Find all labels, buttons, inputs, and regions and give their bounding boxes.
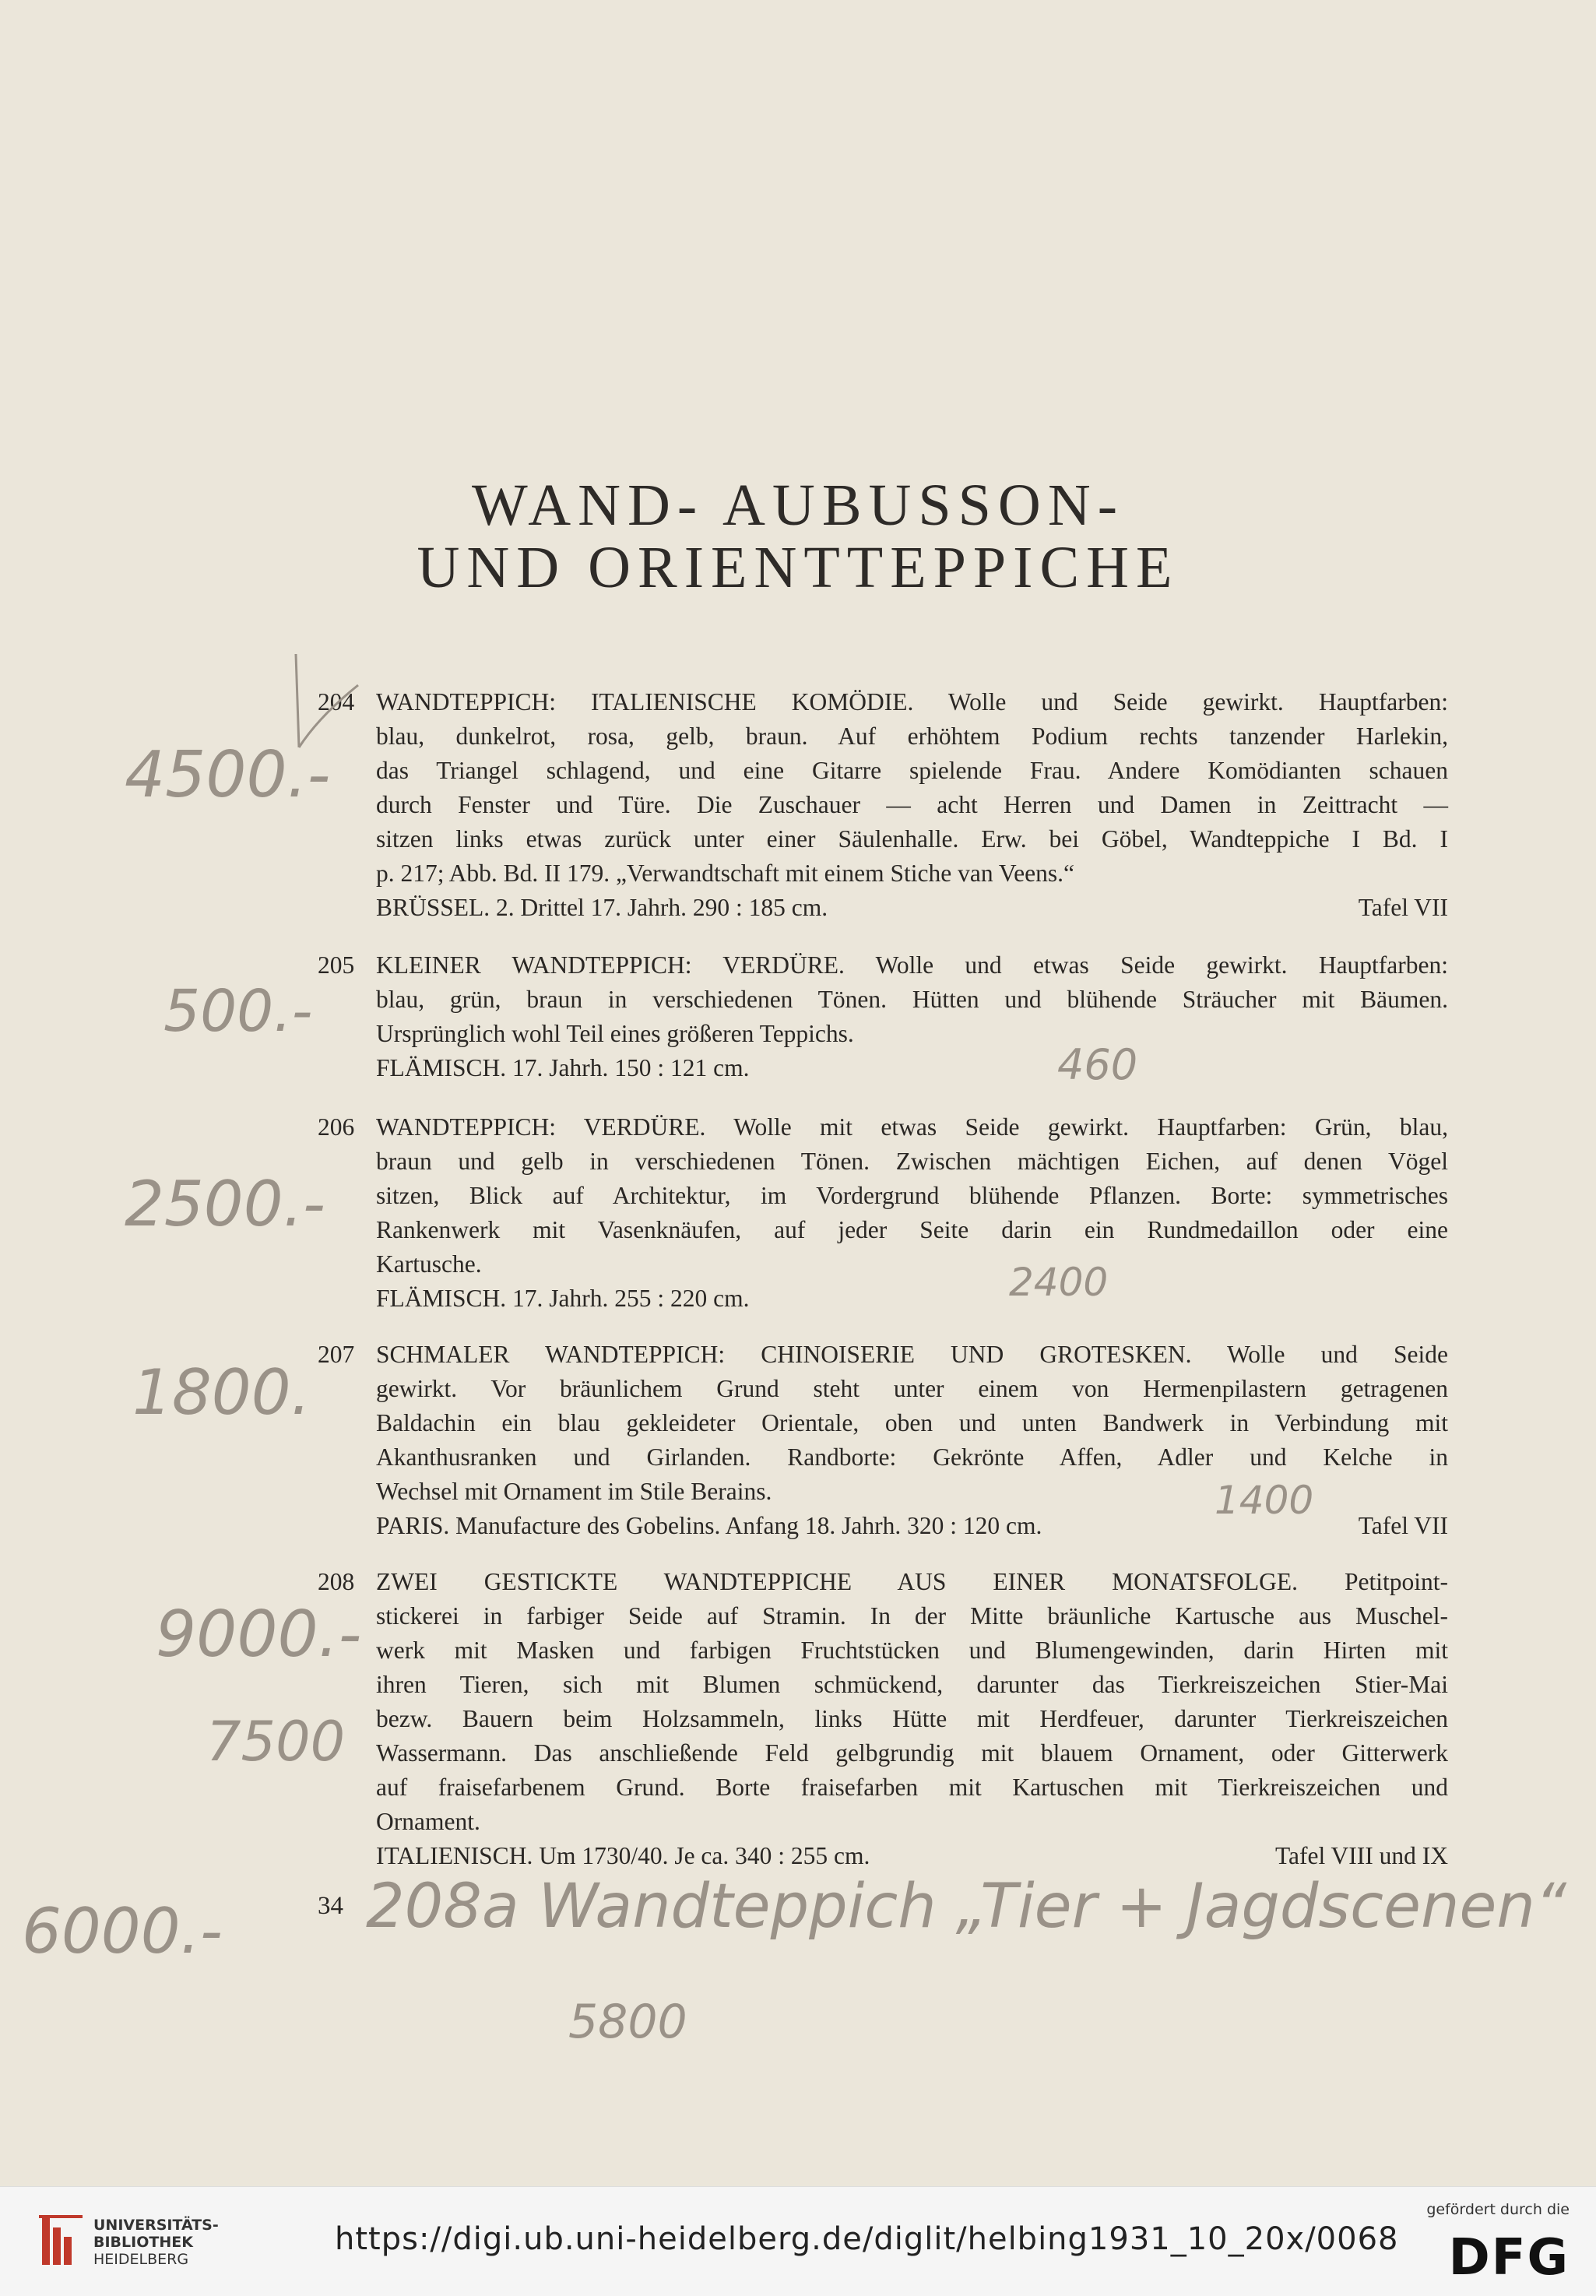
handwritten-note: 5800	[568, 1995, 687, 2049]
entry-text-line: Ursprünglich wohl Teil eines größeren Teppichs.	[376, 1020, 854, 1047]
entry-text-line: braun und gelb in verschiedenen Tönen. Zwischen mächtigen Eichen, auf denen Vögel	[376, 1148, 1448, 1175]
handwritten-price: 9000.-	[156, 1598, 362, 1672]
section-title-line-2: UND ORIENTTEPPICHE	[417, 535, 1179, 600]
entry-text-line: Kartusche.	[376, 1250, 482, 1278]
funding-label: gefördert durch die	[1426, 2201, 1570, 2218]
library-name: UNIVERSITÄTS- BIBLIOTHEK HEIDELBERG	[93, 2217, 219, 2268]
entry-text-line: sitzen, Blick auf Architektur, im Vordergrund blühende Pflanzen. Borte: symmetrisches	[376, 1182, 1448, 1209]
lot-number: 208	[318, 1568, 355, 1595]
handwritten-note: 460	[1057, 1040, 1138, 1089]
plate-reference: Tafel VII	[1358, 894, 1448, 921]
handwritten-price: 2500.-	[125, 1168, 325, 1240]
plate-reference: Tafel VIII und IX	[1274, 1842, 1448, 1869]
entry-text-line: stickerei in farbiger Seide auf Stramin. In der Mitte bräunliche Kartusche aus Muschel-	[376, 1602, 1448, 1630]
handwritten-price: 500.-	[163, 978, 313, 1045]
entry-text-line: WANDTEPPICH: ITALIENISCHE KOMÖDIE. Wolle und Seide gewirkt. Hauptfarben:	[376, 688, 1448, 716]
lot-number: 205	[318, 951, 355, 979]
handwritten-price: 4500.-	[125, 738, 331, 812]
entry-text-line: das Triangel schlagend, und eine Gitarre spielende Frau. Andere Komödianten schauen	[376, 757, 1448, 784]
entry-text-line: Akanthusranken und Girlanden. Randborte: Gekrönte Affen, Adler und Kelche in	[376, 1443, 1448, 1471]
handwritten-price: 6000.-	[22, 1895, 223, 1967]
lot-number: 204	[318, 688, 355, 716]
entry-text-line: bezw. Bauern beim Holzsammeln, links Hütte mit Herdfeuer, darunter Tierkreiszeichen	[376, 1705, 1448, 1732]
entry-text-line: durch Fenster und Türe. Die Zuschauer — acht Herren und Damen in Zeittracht —	[376, 791, 1448, 818]
lot-number: 206	[318, 1113, 355, 1141]
dfg-logo: DFG	[1448, 2229, 1570, 2287]
entry-text-line: SCHMALER WANDTEPPICH: CHINOISERIE UND GROTESKEN. Wolle und Seide	[376, 1341, 1448, 1368]
handwritten-lot-note: 208a Wandteppich „Tier + Jagdscenen“	[366, 1872, 1567, 1942]
entry-origin: BRÜSSEL. 2. Drittel 17. Jahrh. 290 : 185 cm.	[376, 894, 828, 921]
page-number: 34	[318, 1892, 343, 1920]
section-title-line-1: WAND- AUBUSSON-	[471, 473, 1125, 538]
entry-text-line: ZWEI GESTICKTE WANDTEPPICHE AUS EINER MONATSFOLGE. Petitpoint-	[376, 1568, 1448, 1595]
entry-text-line: Wassermann. Das anschließende Feld gelbgrundig mit blauem Ornament, oder Gitterwerk	[376, 1739, 1448, 1767]
handwritten-note: 7500	[206, 1710, 346, 1774]
entry-origin: FLÄMISCH. 17. Jahrh. 255 : 220 cm.	[376, 1285, 750, 1312]
entry-text-line: Baldachin ein blau gekleideter Orientale, oben und unten Bandwerk in Verbindung mit	[376, 1409, 1448, 1436]
entry-text-line: Ornament.	[376, 1808, 480, 1835]
entry-text-line: WANDTEPPICH: VERDÜRE. Wolle mit etwas Seide gewirkt. Hauptfarben: Grün, blau,	[376, 1113, 1448, 1141]
entry-text-line: blau, dunkelrot, rosa, gelb, braun. Auf erhöhtem Podium rechts tanzender Harlekin,	[376, 723, 1448, 750]
entry-text-line: KLEINER WANDTEPPICH: VERDÜRE. Wolle und etwas Seide gewirkt. Hauptfarben:	[376, 951, 1448, 979]
lot-number: 207	[318, 1341, 355, 1368]
entry-text-line: gewirkt. Vor bräunlichem Grund steht unter einem von Hermenpilastern getragenen	[376, 1375, 1448, 1402]
handwritten-note: 1400	[1215, 1478, 1314, 1523]
entry-text-line: auf fraisefarbenem Grund. Borte fraisefarben mit Kartuschen mit Tierkreiszeichen und	[376, 1774, 1448, 1801]
plate-reference: Tafel VII	[1358, 1512, 1448, 1539]
entry-origin: ITALIENISCH. Um 1730/40. Je ca. 340 : 255 cm.	[376, 1842, 870, 1869]
viewer-footer	[0, 2186, 1596, 2296]
entry-text-line: Wechsel mit Ornament im Stile Berains.	[376, 1478, 772, 1505]
entry-text-line: werk mit Masken und farbigen Fruchtstücken und Blumengewinden, darin Hirten mit	[376, 1637, 1448, 1664]
document-url-link[interactable]: https://digi.ub.uni-heidelberg.de/diglit/helbing1931_10_20x/0068	[335, 2221, 1399, 2257]
entry-text-line: p. 217; Abb. Bd. II 179. „Verwandtschaft mit einem Stiche van Veens.“	[376, 860, 1074, 887]
entry-origin: FLÄMISCH. 17. Jahrh. 150 : 121 cm.	[376, 1054, 750, 1081]
entry-origin: PARIS. Manufacture des Gobelins. Anfang 18. Jahrh. 320 : 120 cm.	[376, 1512, 1042, 1539]
entry-text-line: Rankenwerk mit Vasenknäufen, auf jeder Seite darin ein Rundmedaillon oder eine	[376, 1216, 1448, 1243]
handwritten-price: 1800.	[132, 1356, 311, 1429]
entry-text-line: sitzen links etwas zurück unter einer Säulenhalle. Erw. bei Göbel, Wandteppiche I Bd. I	[376, 825, 1448, 853]
university-library-logo-icon	[36, 2210, 90, 2273]
handwritten-note: 2400	[1009, 1260, 1109, 1305]
entry-text-line: blau, grün, braun in verschiedenen Tönen. Hütten und blühende Sträucher mit Bäumen.	[376, 986, 1448, 1013]
entry-text-line: ihren Tieren, sich mit Blumen schmückend, darunter das Tierkreiszeichen Stier-Mai	[376, 1671, 1448, 1698]
